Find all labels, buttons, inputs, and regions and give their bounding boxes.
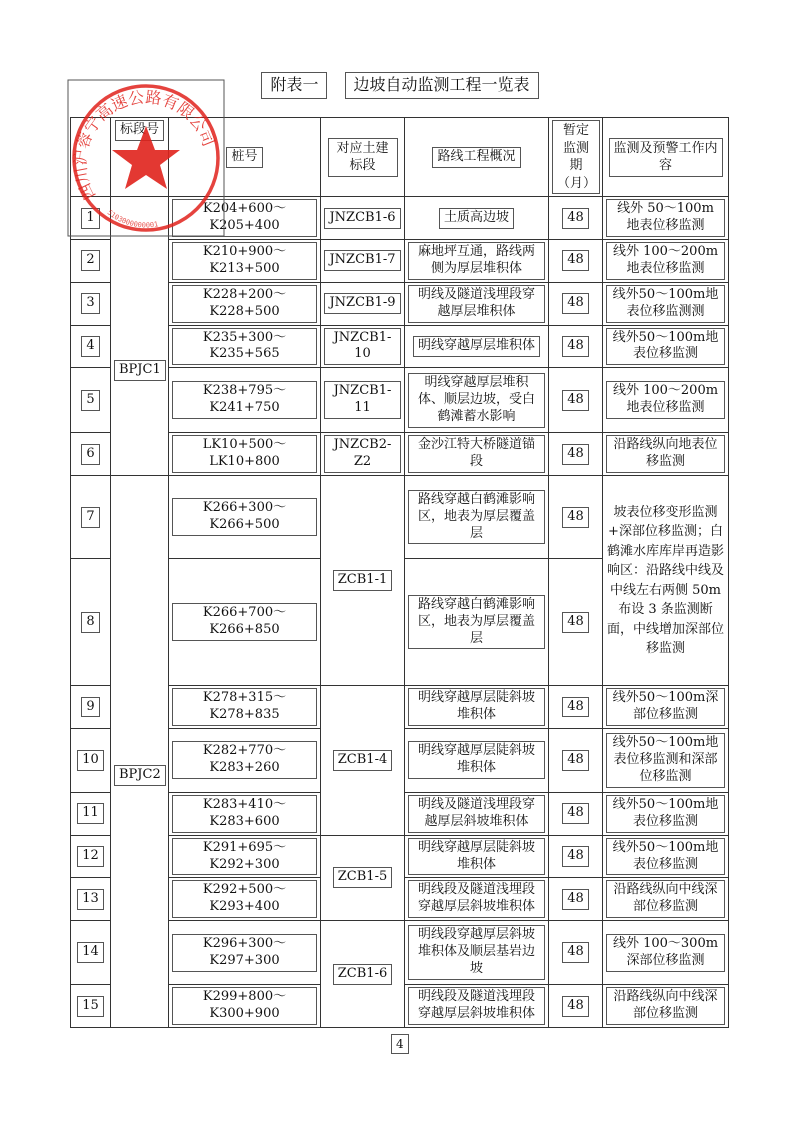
period-value: 48 bbox=[562, 697, 589, 718]
stake-range: K283+410～K283+600 bbox=[172, 795, 317, 833]
row-number: 8 bbox=[81, 612, 99, 633]
contract-code: JNZCB1-6 bbox=[324, 208, 400, 229]
period-value: 48 bbox=[562, 846, 589, 867]
table-row bbox=[71, 476, 729, 559]
star-icon bbox=[112, 126, 180, 189]
period-value: 48 bbox=[562, 750, 589, 771]
contract-merged-14-15 bbox=[321, 921, 405, 1028]
row-number: 12 bbox=[77, 846, 104, 867]
stake-range: K299+800～K300+900 bbox=[172, 987, 317, 1025]
overview-text: 明线穿越厚层堆积体 bbox=[413, 336, 540, 357]
overview-text: 明线段及隧道浅埋段穿越厚层斜坡堆积体 bbox=[408, 880, 545, 918]
contract-code: ZCB1-6 bbox=[333, 964, 392, 985]
row-number: 10 bbox=[77, 750, 104, 771]
period-value: 48 bbox=[562, 507, 589, 528]
row-number: 15 bbox=[77, 996, 104, 1017]
overview-text: 路线穿越白鹤滩影响区，地表为厚层覆盖层 bbox=[408, 595, 545, 650]
overview-text: 明线穿越厚层堆积体、顺层边坡，受白鹤滩蓄水影响 bbox=[408, 373, 545, 428]
contract-code: JNZCB1-7 bbox=[324, 250, 400, 271]
row-number: 14 bbox=[77, 942, 104, 963]
company-seal bbox=[66, 78, 226, 238]
period-value: 48 bbox=[562, 803, 589, 824]
monitoring-text: 线外 100～300m 深部位移监测 bbox=[606, 934, 725, 972]
stake-range: K235+300～K235+565 bbox=[172, 328, 317, 366]
row-number: 11 bbox=[77, 803, 104, 824]
monitoring-text: 线外50～100m地表位移监测 bbox=[606, 838, 725, 876]
row-number: 4 bbox=[81, 336, 99, 357]
overview-text: 麻地坪互通，路线两侧为厚层堆积体 bbox=[408, 242, 545, 280]
monitoring-text: 坡表位移变形监测+深部位移监测；白鹤滩水库库岸再造影响区：沿路线中线及中线左右两侧 50m 布设 3 条监测断面，中线增加深部位移监测 bbox=[606, 504, 724, 657]
stake-range: K228+200～K228+500 bbox=[172, 285, 317, 323]
slope-monitoring-table bbox=[70, 117, 729, 1028]
row-number: 5 bbox=[81, 390, 99, 411]
period-value: 48 bbox=[562, 942, 589, 963]
table-row bbox=[71, 686, 729, 729]
stake-range: K204+600～K205+400 bbox=[172, 199, 317, 237]
overview-text: 明线段及隧道浅埋段穿越厚层斜坡堆积体 bbox=[408, 987, 545, 1025]
header-section: 标段号 bbox=[111, 118, 169, 197]
header-period: 暂定监测期（月） bbox=[549, 118, 603, 197]
row-number: 3 bbox=[81, 293, 99, 314]
stake-range: K238+795～K241+750 bbox=[172, 381, 317, 419]
monitoring-text: 线外 50～100m 地表位移监测 bbox=[606, 199, 725, 237]
overview-text: 金沙江特大桥隧道锚段 bbox=[408, 435, 545, 473]
table-row bbox=[71, 325, 729, 368]
monitoring-text: 线外50～100m深部位移监测 bbox=[606, 688, 725, 726]
table-row bbox=[71, 368, 729, 433]
overview-text: 土质高边坡 bbox=[439, 208, 514, 229]
segment-cell bbox=[111, 476, 169, 1028]
contract-code: JNZCB1-11 bbox=[324, 381, 401, 419]
row-number: 6 bbox=[81, 444, 99, 465]
page-number: 4 bbox=[391, 1034, 409, 1054]
segment-cell bbox=[111, 197, 169, 476]
table-title: 边坡自动监测工程一览表 bbox=[345, 72, 539, 99]
overview-text: 明线穿越厚层陡斜坡堆积体 bbox=[408, 838, 545, 876]
stake-range: K266+300～K266+500 bbox=[172, 498, 317, 536]
row-number: 13 bbox=[77, 889, 104, 910]
monitoring-text: 线外50～100m地表位移监测测 bbox=[606, 285, 725, 323]
period-value: 48 bbox=[562, 889, 589, 910]
table-row bbox=[71, 239, 729, 282]
overview-text: 明线穿越厚层陡斜坡堆积体 bbox=[408, 688, 545, 726]
overview-text: 明线段穿越厚层斜坡堆积体及顺层基岩边坡 bbox=[408, 925, 545, 980]
monitoring-text: 沿路线纵向中线深部位移监测 bbox=[606, 880, 725, 918]
stake-range: K278+315～K278+835 bbox=[172, 688, 317, 726]
period-value: 48 bbox=[562, 612, 589, 633]
header-monitoring: 监测及预警工作内容 bbox=[603, 118, 729, 197]
contract-code: JNZCB1-9 bbox=[324, 293, 400, 314]
overview-text: 明线及隧道浅埋段穿越厚层斜坡堆积体 bbox=[408, 795, 545, 833]
segment-label: BPJC1 bbox=[114, 360, 166, 381]
period-value: 48 bbox=[562, 208, 589, 229]
period-value: 48 bbox=[562, 250, 589, 271]
seal-code: 5103000000001 bbox=[105, 208, 159, 230]
monitoring-text: 线外 100～200m 地表位移监测 bbox=[606, 242, 725, 280]
table-row bbox=[71, 282, 729, 325]
table-row bbox=[71, 433, 729, 476]
row-number: 2 bbox=[81, 250, 99, 271]
monitoring-text: 线外 100～200m 地表位移监测 bbox=[606, 381, 725, 419]
row-number: 9 bbox=[81, 697, 99, 718]
row-number: 7 bbox=[81, 507, 99, 528]
contract-code: ZCB1-1 bbox=[333, 570, 392, 591]
contract-merged-9-11 bbox=[321, 686, 405, 836]
stake-range: K282+770～K283+260 bbox=[172, 741, 317, 779]
monitoring-text: 线外50～100m地表位移监测 bbox=[606, 328, 725, 366]
overview-text: 路线穿越白鹤滩影响区，地表为厚层覆盖层 bbox=[408, 490, 545, 545]
monitoring-text: 线外50～100m地表位移监测和深部位移监测 bbox=[606, 733, 725, 788]
seal-text: 四川沪蓉宁高速公路有限公司 bbox=[70, 87, 219, 203]
stake-range: K291+695～K292+300 bbox=[172, 838, 317, 876]
monitoring-text: 沿路线纵向地表位移监测 bbox=[606, 435, 725, 473]
header-contract: 对应土建标段 bbox=[321, 118, 405, 197]
stake-range: K296+300～K297+300 bbox=[172, 934, 317, 972]
stake-range: K266+700～K266+850 bbox=[172, 603, 317, 641]
stake-range: K210+900～K213+500 bbox=[172, 242, 317, 280]
table-row bbox=[71, 835, 729, 878]
monitoring-text: 沿路线纵向中线深部位移监测 bbox=[606, 987, 725, 1025]
contract-code: JNZCB1-10 bbox=[324, 328, 401, 366]
header-stake: 桩号 bbox=[169, 118, 321, 197]
contract-code: JNZCB2-Z2 bbox=[324, 435, 401, 473]
row-number: 1 bbox=[81, 208, 99, 229]
contract-merged-12-13 bbox=[321, 835, 405, 921]
overview-text: 明线及隧道浅埋段穿越厚层堆积体 bbox=[408, 285, 545, 323]
contract-code: ZCB1-4 bbox=[333, 750, 392, 771]
contract-merged-7-8 bbox=[321, 476, 405, 686]
appendix-label: 附表一 bbox=[261, 72, 327, 99]
header-overview: 路线工程概况 bbox=[405, 118, 549, 197]
period-value: 48 bbox=[562, 390, 589, 411]
segment-label: BPJC2 bbox=[114, 765, 166, 786]
period-value: 48 bbox=[562, 996, 589, 1017]
overview-text: 明线穿越厚层陡斜坡堆积体 bbox=[408, 741, 545, 779]
stake-range: K292+500～K293+400 bbox=[172, 880, 317, 918]
stake-range: LK10+500～LK10+800 bbox=[172, 435, 317, 473]
period-value: 48 bbox=[562, 293, 589, 314]
monitoring-text: 线外50～100m地表位移监测 bbox=[606, 795, 725, 833]
contract-code: ZCB1-5 bbox=[333, 867, 392, 888]
period-value: 48 bbox=[562, 444, 589, 465]
table-row bbox=[71, 921, 729, 985]
period-value: 48 bbox=[562, 336, 589, 357]
monitoring-merged-7-8 bbox=[603, 476, 729, 686]
